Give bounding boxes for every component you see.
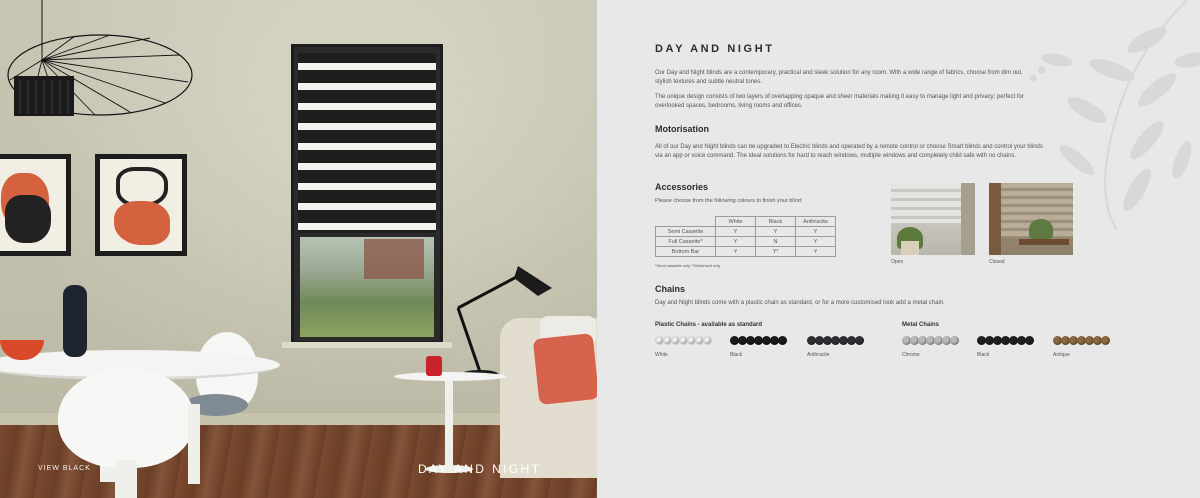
chair-stem [115,460,137,498]
row-label: Bottom Bar [656,247,716,257]
pendant-lamp [0,0,200,125]
chain-label: Anthracite [807,352,830,358]
day-night-blind [298,53,436,233]
side-table [394,372,506,381]
table-cell: N [756,237,796,247]
chain-swatch-plastic-white [655,336,711,346]
row-label: Semi Cassette [656,227,716,237]
accessories-heading: Accessories [655,182,709,192]
row-label: Full Cassette* [656,237,716,247]
chain-swatch-metal-chrome [902,336,958,346]
table-cell: Y [716,227,756,237]
chain-label: Black [730,352,743,358]
chain-label: Chrome [902,352,920,358]
artwork-frame-right [95,154,187,256]
column-header: Anthracite [796,217,836,227]
accessories-table [655,216,836,257]
window-sill [282,342,452,348]
chain-swatch-plastic-black [730,336,786,346]
chain-bead [855,336,864,345]
window [291,44,443,344]
plastic-chains-heading: Plastic Chains - available as standard [655,322,763,328]
sofa-cushion-coral [533,333,597,405]
chain-bead [950,336,959,345]
black-vase [63,285,87,357]
chain-bead [703,336,712,345]
colour-caption: VIEW BLACK [38,465,91,472]
chain-label: Black [977,352,990,358]
chains-heading: Chains [655,284,686,294]
table-row [656,227,836,237]
side-table-stem [445,378,453,470]
column-header: White [716,217,756,227]
photo-caption-open: Open [891,259,904,265]
chain-label: Antique [1053,352,1070,358]
room-photo [0,0,597,498]
table-cell: Y [716,247,756,257]
table-footnote: *Semi cassette only **Motorised only [655,263,721,268]
table-cell: Y [796,247,836,257]
brick-building [364,239,424,279]
accessories-text: Please choose from the following colours to finish your blind: [655,198,803,204]
brochure-text-page [597,0,1200,498]
page-title: DAY AND NIGHT [655,43,775,55]
table-row [656,247,836,257]
photo-caption-closed: Closed [989,259,1005,265]
blind-open-photo [891,183,975,255]
motorisation-heading: Motorisation [655,124,709,134]
chain-bead [1025,336,1034,345]
table-cell: Y* [756,247,796,257]
table-cell: Y [756,227,796,237]
blind-closed-photo [989,183,1073,255]
intro-paragraph-2: The unique design consists of two layers of overlapping opaque and sheer materials making it easy to manage light and privacy; perfect for overlooked spaces, bedrooms, living rooms and offices. [655,94,1024,109]
chain-swatch-plastic-anthracite [807,336,863,346]
column-header: Black [756,217,796,227]
artwork-frame-left [0,154,71,256]
table-cell: Y [716,237,756,247]
tulip-chair-front [58,368,194,468]
red-candle [426,356,442,376]
chains-text: Day and Night blinds come with a plastic chain as standard, or for a more customised look add a metal chain. [655,300,945,306]
chair-stem-back [188,404,200,484]
chain-bead [1101,336,1110,345]
metal-chains-heading: Metal Chains [902,322,940,328]
chain-label: White [655,352,668,358]
chain-swatch-metal-antique [1053,336,1109,346]
table-cell: Y [796,237,836,247]
motorisation-text: All of our Day and Night blinds can be upgraded to Electric blinds and operated by a remote control or choose Smart blinds and control your blinds via an app or voice command. The ideal solutions for hard to reach windows, multiple windows and completely child safe with no chains. [655,144,1043,159]
table-row [656,237,836,247]
chain-swatch-metal-black [977,336,1033,346]
chain-bead [778,336,787,345]
intro-paragraph-1: Our Day and Night blinds are a contemporary, practical and sleek solution for any room. With a wide range of fabrics, choose from dim out, stylish textures and subtle neutral tones. [655,70,1023,85]
table-cell: Y [796,227,836,237]
page-caption: DAY AND NIGHT [418,462,542,476]
